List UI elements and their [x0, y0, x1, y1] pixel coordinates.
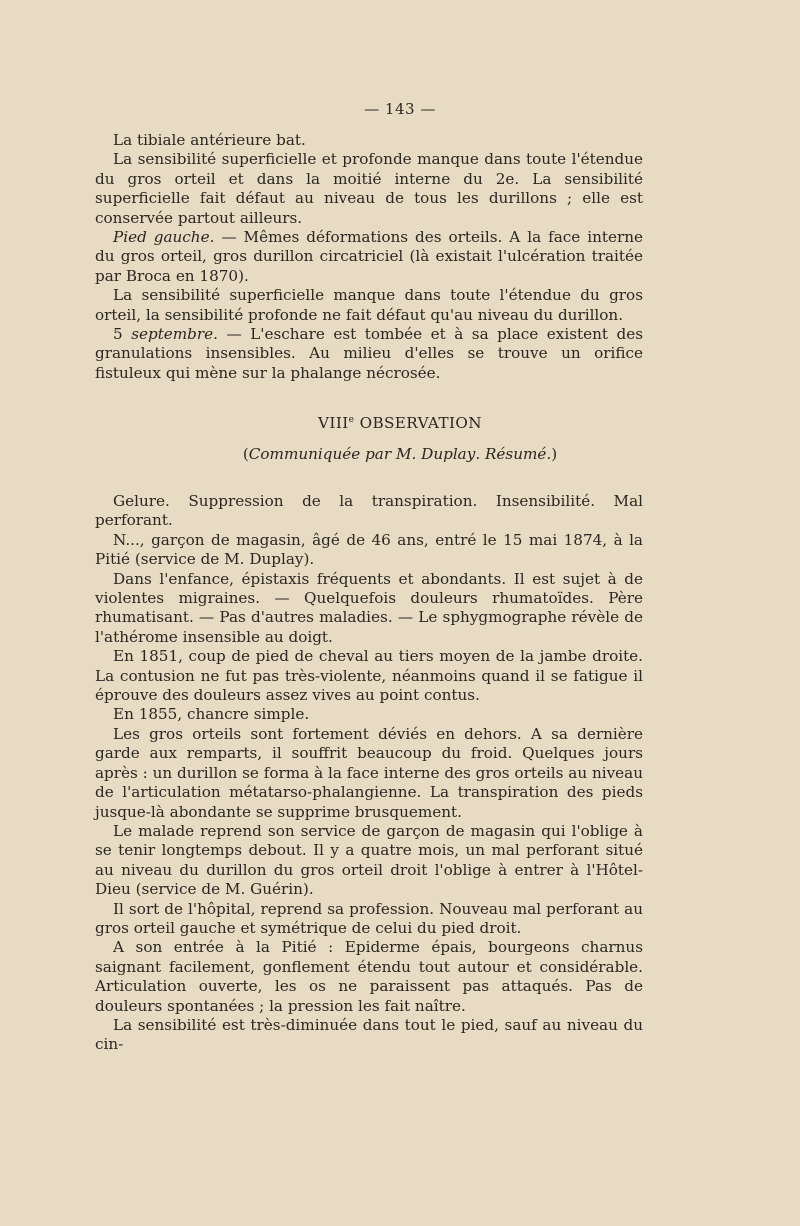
summary-label: Résumé. — [484, 445, 552, 463]
text-block-observation — [95, 492, 643, 1055]
paragraph: A son entrée à la Pitié : Epiderme épais, bourgeons charnus saignant facilement, gonflement étendu tout autour et considérable. Articulation ouverte, les os ne paraissent pas attaqués. Pas de douleurs spontanées ; la pression les fait naître. — [95, 938, 643, 1015]
paren-close: ) — [551, 445, 558, 463]
paragraph: En 1851, coup de pied de cheval au tiers moyen de la jambe droite. La contusion ne fut pas très-violente, néanmoins quand il se fatigue il éprouve des douleurs assez vives au point contus. — [95, 647, 643, 705]
italic-label: septembre. — [131, 325, 218, 344]
paragraph: La sensibilité superficielle manque dans toute l'étendue du gros orteil, la sensibilité profonde ne fait défaut qu'au niveau du durillon. — [95, 286, 643, 324]
paragraph: En 1855, chancre simple. — [113, 705, 310, 724]
heading-text: OBSERVATION — [354, 414, 482, 433]
paragraph: La sensibilité est très-diminuée dans tout le pied, sauf au niveau du cin- — [95, 1015, 643, 1054]
section-heading — [0, 411, 800, 433]
paragraph: Il sort de l'hôpital, reprend sa profession. Nouveau mal perforant au gros orteil gauche et symétrique de celui du pied droit. — [95, 899, 643, 937]
text-block-top — [95, 131, 643, 383]
paragraph: Dans l'enfance, épistaxis fréquents et abondants. Il est sujet à de violentes migraines. — Quelquefois douleurs rhumatoïdes. Père rhumatisant. — Pas d'autres maladies. — Le sphygmographe révèle de l'athérome insensible au doigt. — [95, 569, 643, 646]
date-day: 5 — [113, 325, 132, 344]
italic-label: Pied gauche. — [113, 228, 215, 247]
paren-open: ( — [242, 445, 249, 463]
paragraph — [95, 228, 643, 286]
paragraph-text: — L'eschare est tombée et à sa place existent des granulations insensibles. Au milieu d'elles se trouve un orifice fistuleux qui mène sur la phalange nécrosée. — [95, 325, 643, 382]
page-number: — 143 — — [364, 100, 436, 118]
section-subheading — [0, 445, 800, 464]
paragraph: Le malade reprend son service de garçon de magasin qui l'oblige à se tenir longtemps debout. Il y a quatre mois, un mal perforant situé au niveau du durillon du gros orteil droit l'oblige à entrer à l'Hôtel-Dieu (service de M. Guérin). — [95, 821, 643, 899]
paragraph — [95, 325, 643, 383]
paragraph: N..., garçon de magasin, âgé de 46 ans, entré le 15 mai 1874, à la Pitié (service de M. Duplay). — [95, 530, 643, 569]
heading-roman: VIII — [318, 414, 349, 433]
separator: . — [475, 445, 485, 463]
paragraph: Gelure. Suppression de la transpiration. Insensibilité. Mal perforant. — [95, 492, 643, 530]
paragraph: La tibiale antérieure bat. — [113, 131, 306, 149]
paragraph-text: — Mêmes déformations des orteils. A la face interne du gros orteil, gros durillon circatriciel (là existait l'ulcération traitée par Broca en 1870). — [95, 228, 644, 285]
heading-sup: e — [348, 415, 355, 425]
paragraph: Les gros orteils sont fortement déviés en dehors. A sa dernière garde aux remparts, il souffrit beaucoup du froid. Quelques jours après : un durillon se forma à la face interne des gros orteils au niveau de l'articulation métatarso-phalangienne. La transpiration des pieds jusque-là abondante se supprime brusquement. — [95, 724, 643, 821]
paragraph: La sensibilité superficielle et profonde manque dans toute l'étendue du gros orteil et dans la moitié interne du 2e. La sensibilité superficielle fait défaut au niveau de tous les durillons ; elle est conservée partout ailleurs. — [95, 150, 643, 227]
attribution: Communiquée par M. Duplay — [248, 445, 476, 463]
